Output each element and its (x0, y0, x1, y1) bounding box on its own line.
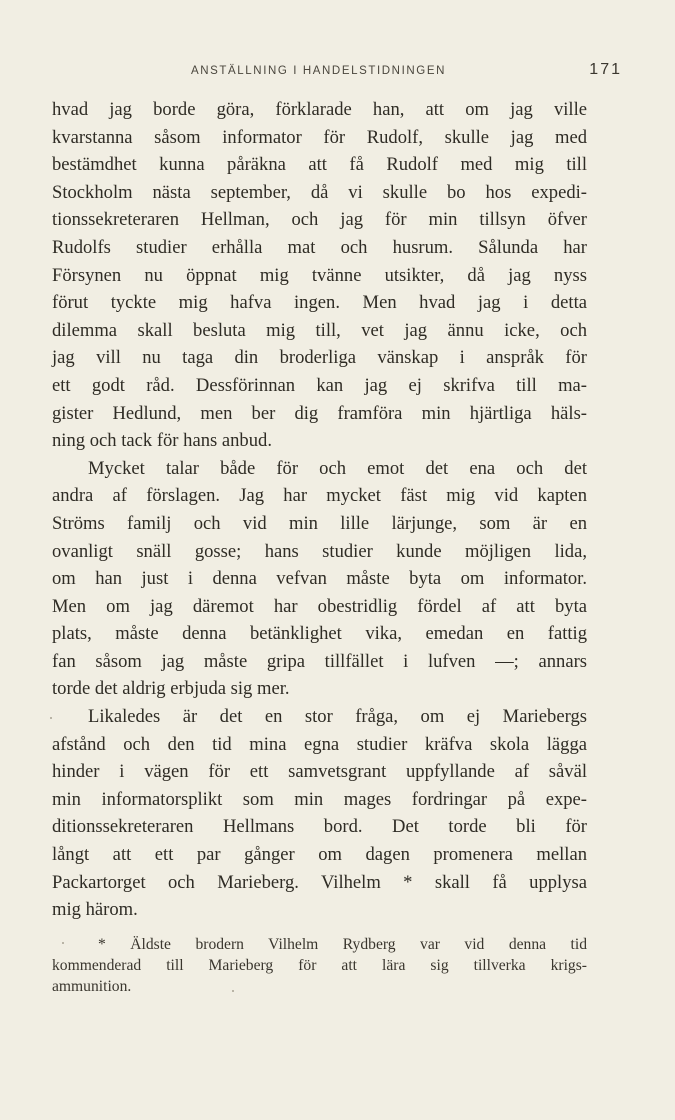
text-line: ditionssekreteraren Hellmans bord. Det torde bli för (52, 816, 587, 838)
text-line: gister Hedlund, men ber dig framföra min hjärtliga häls- (52, 402, 587, 424)
text-line: andra af förslagen. Jag har mycket fäst mig vid kapten (52, 485, 587, 507)
text-line: dilemma skall besluta mig till, vet jag ännu icke, och (52, 319, 587, 341)
text-line: Rudolfs studier erhålla mat och husrum. Sålunda har (52, 236, 587, 258)
text-line: plats, måste denna betänklighet vika, emedan en fattig (52, 623, 587, 645)
paragraph-start-line: Likaledes är det en stor fråga, om ej Mariebergs (88, 706, 587, 728)
text-line: bestämdhet kunna påräkna att få Rudolf med mig till (52, 154, 587, 176)
text-line: jag vill nu taga din broderliga vänskap i anspråk för (52, 347, 587, 369)
text-line: Packartorget och Marieberg. Vilhelm * skall få upplysa (52, 871, 587, 893)
text-line: ett godt råd. Dessförinnan kan jag ej skrifva till ma- (52, 374, 587, 396)
text-line: tionssekreteraren Hellman, och jag för min tillsyn öfver (52, 209, 587, 231)
paper-speck (50, 717, 52, 719)
text-line: långt att ett par gånger om dagen promenera mellan (52, 844, 587, 866)
footnote-line: * Äldste brodern Vilhelm Rydberg var vid denna tid (98, 936, 587, 953)
footnote (52, 934, 587, 997)
text-line: kvarstanna såsom informator för Rudolf, skulle jag med (52, 126, 587, 148)
paragraph-start-line: Mycket talar både för och emot det ena och det (88, 457, 587, 479)
text-line: mig härom. (52, 899, 138, 921)
text-line: min informatorsplikt som min mages fordringar på expe- (52, 788, 587, 810)
text-line: om han just i denna vefvan måste byta om informator. (52, 568, 587, 590)
text-line: hvad jag borde göra, förklarade han, att om jag ville (52, 99, 587, 120)
text-line: torde det aldrig erbjuda sig mer. (52, 678, 290, 700)
footnote-line: ammunition. (52, 978, 132, 995)
text-line: ovanligt snäll gosse; hans studier kunde möjligen lida, (52, 540, 587, 562)
running-head (0, 61, 675, 85)
footnote-line: kommenderad till Marieberg för att lära sig tillverka krigs- (52, 957, 587, 974)
text-line: Stockholm nästa september, då vi skulle bo hos expedi- (52, 181, 587, 203)
paper-speck (232, 990, 234, 992)
body-text (52, 96, 587, 924)
text-line: förut tyckte mig hafva ingen. Men hvad jag i detta (52, 292, 587, 314)
paper-speck (62, 942, 64, 944)
text-line: Men om jag däremot har obestridlig fördel af att byta (52, 595, 587, 617)
text-line: hinder i vägen för ett samvetsgrant uppfyllande af såväl (52, 761, 587, 783)
text-line: Ströms familj och vid min lille lärjunge, som är en (52, 512, 587, 534)
text-line: fan såsom jag måste gripa tillfället i lufven —; annars (52, 650, 587, 672)
page-number: 171 (589, 61, 622, 78)
text-line: Försynen nu öppnat mig tvänne utsikter, då jag nyss (52, 264, 587, 286)
text-line: afstånd och den tid mina egna studier kräfva skola lägga (52, 733, 587, 755)
text-line: ning och tack för hans anbud. (52, 430, 272, 452)
running-title: ANSTÄLLNING I HANDELSTIDNINGEN (190, 65, 447, 77)
